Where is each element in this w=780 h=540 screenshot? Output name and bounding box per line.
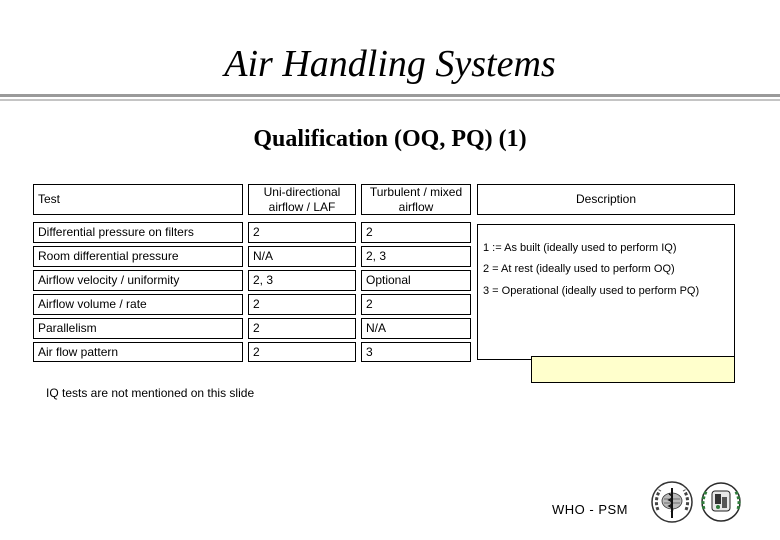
table-row-test bbox=[33, 294, 243, 315]
partner-emblem-icon bbox=[698, 481, 744, 523]
table-row-uni bbox=[248, 318, 356, 339]
header-unidirectional-line2: airflow / LAF bbox=[268, 199, 336, 214]
table-row-uni bbox=[248, 246, 356, 267]
uni-value: N/A bbox=[253, 249, 274, 263]
table-row-test bbox=[33, 222, 243, 243]
test-name: Room differential pressure bbox=[38, 249, 179, 263]
table-row-turb bbox=[361, 318, 471, 339]
title-divider-shadow bbox=[0, 99, 780, 101]
table-row-test bbox=[33, 246, 243, 267]
table-row-turb bbox=[361, 294, 471, 315]
table-row-uni bbox=[248, 270, 356, 291]
uni-value: 2 bbox=[253, 225, 260, 239]
turb-value: N/A bbox=[366, 321, 387, 335]
test-name: Parallelism bbox=[38, 321, 97, 335]
header-description bbox=[477, 184, 735, 215]
table-row-turb bbox=[361, 270, 471, 291]
footer-label: WHO - PSM bbox=[552, 502, 628, 517]
uni-value: 2 bbox=[253, 297, 260, 311]
slide-subtitle: Qualification (OQ, PQ) (1) bbox=[253, 126, 527, 152]
title-divider bbox=[0, 94, 780, 97]
table-row-uni bbox=[248, 294, 356, 315]
uni-value: 2 bbox=[253, 344, 260, 359]
highlight-box bbox=[531, 356, 735, 383]
description-line: 3 = Operational (ideally used to perform PQ) bbox=[483, 285, 700, 297]
test-name: Differential pressure on filters bbox=[38, 225, 194, 239]
header-test bbox=[33, 184, 243, 215]
uni-value: 2, 3 bbox=[253, 273, 274, 287]
turb-value: 2, 3 bbox=[366, 249, 387, 263]
who-emblem-icon bbox=[650, 480, 694, 524]
test-name: Air flow pattern bbox=[38, 344, 119, 359]
table-row-turb bbox=[361, 222, 471, 243]
turb-value: 2 bbox=[366, 225, 373, 239]
header-description-label: Description bbox=[575, 192, 637, 206]
turb-value: 3 bbox=[366, 344, 373, 359]
table-row-test bbox=[33, 342, 243, 362]
header-test-label: Test bbox=[38, 192, 61, 206]
table-row-turb bbox=[361, 246, 471, 267]
slide-title: Air Handling Systems bbox=[224, 43, 556, 85]
table-row-turb bbox=[361, 342, 471, 362]
test-name: Airflow volume / rate bbox=[38, 297, 147, 311]
header-unidirectional bbox=[248, 184, 356, 215]
table-row-uni bbox=[248, 222, 356, 243]
description-line: 1 := As built (ideally used to perform IQ) bbox=[483, 242, 677, 254]
description-panel bbox=[477, 224, 735, 360]
header-turbulent-line2: airflow bbox=[398, 199, 434, 214]
description-line: 2 = At rest (ideally used to perform OQ) bbox=[483, 263, 675, 275]
header-unidirectional-line1: Uni-directional bbox=[263, 184, 341, 199]
turb-value: 2 bbox=[366, 297, 373, 311]
table-row-uni bbox=[248, 342, 356, 362]
table-row-test bbox=[33, 318, 243, 339]
header-turbulent-line1: Turbulent / mixed bbox=[369, 184, 463, 199]
turb-value: Optional bbox=[366, 273, 411, 287]
test-name: Airflow velocity / uniformity bbox=[38, 273, 180, 287]
table-row-test bbox=[33, 270, 243, 291]
footnote: IQ tests are not mentioned on this slide bbox=[46, 386, 255, 400]
uni-value: 2 bbox=[253, 321, 260, 335]
header-turbulent bbox=[361, 184, 471, 215]
